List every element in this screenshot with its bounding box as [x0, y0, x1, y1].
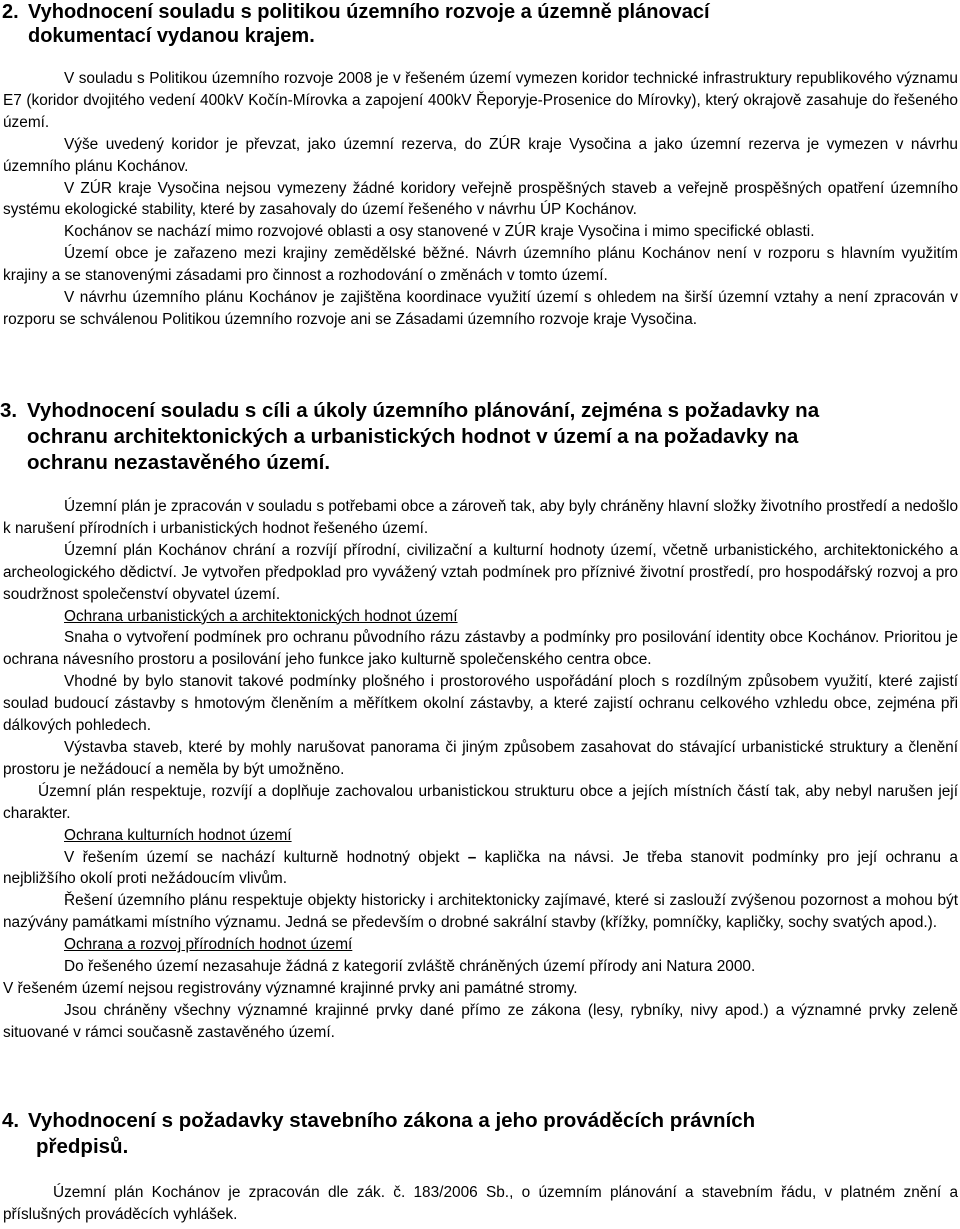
subheading-natural-values: Ochrana a rozvoj přírodních hodnot území [64, 936, 353, 954]
paragraph: Územní plán Kochánov chrání a rozvíjí přírodní, civilizační a kulturní hodnoty území, včetně urbanistického, architektonického a archeologického dědictví. Je vytvořen předpoklad pro vyvážený vztah podmínek pro příznivé životní prostředí, pro hospodářský rozvoj a pro soudržnost společenství obyvatel území. [3, 541, 958, 603]
section-number: 4. [2, 1109, 20, 1132]
paragraph: Snaha o vytvoření podmínek pro ochranu původního rázu zástavby a podmínky pro posilování identity obce Kochánov. Prioritou je ochrana návesního prostoru a posilování jeho funkce jako kulturně společenského centra obce. [3, 629, 958, 669]
section-3-heading [0, 398, 955, 476]
paragraph: Výše uvedený koridor je převzat, jako územní rezerva, do ZÚR kraje Vysočina a jako územní rezerva je vymezen v návrhu územního plánu Kochánov. [3, 135, 958, 175]
dash: – [467, 848, 477, 866]
paragraph: Do řešeného území nezasahuje žádná z kategorií zvláště chráněných území přírody ani Natura 2000. [64, 958, 756, 976]
subheading-urban-values: Ochrana urbanistických a architektonických hodnot území [64, 607, 458, 625]
text-run: kaplička na návsi. Je třeba stanovit podmínky pro její ochranu a nejbližšího okolí proti nežádoucím vlivům. [3, 848, 958, 888]
paragraph: Řešení územního plánu respektuje objekty historicky i architektonicky zajímavé, které si zaslouží zvýšenou pozornost a mohou být nazývány památkami místního významu. Jedná se především o drobné sakrální stavby (křížky, pomníčky, kapličky, sochy svatých apod.). [3, 892, 958, 932]
section-number: 2. [2, 1, 19, 23]
paragraph: V ZÚR kraje Vysočina nejsou vymezeny žádné koridory veřejně prospěšných staveb a veřejně prospěšných opatření územního systému ekologické stability, které by zasahovaly do území řešeného v návrhu ÚP Kochánov. [3, 179, 958, 219]
paragraph: Vhodné by bylo stanovit takové podmínky plošného i prostorového uspořádání ploch s rozdílným způsobem využití, které zajistí soulad budoucí zástavby s hmotovým členěním a měřítkem okolní zástavby, a které zajistí ochranu celkového vzhledu obce, zejména při dálkových pohledech. [3, 673, 958, 735]
heading-line: dokumentací vydanou krajem. [28, 25, 315, 47]
heading-line: předpisů. [36, 1135, 129, 1158]
paragraph: Kochánov se nachází mimo rozvojové oblasti a osy stanovené v ZÚR kraje Vysočina i mimo specifické oblasti. [64, 223, 815, 241]
text-run: V řešením území se nachází kulturně hodnotný objekt [64, 848, 460, 866]
section-4-body [3, 1182, 958, 1226]
section-4-heading [2, 1108, 952, 1160]
paragraph: Výstavba staveb, které by mohly narušovat panorama či jiným způsobem zasahovat do stávající urbanistické struktury a členění prostoru je nežádoucí a neměla by být umožněno. [3, 738, 958, 778]
heading-line: ochranu architektonických a urbanistických hodnot v území a na požadavky na [27, 425, 799, 448]
paragraph: V souladu s Politikou územního rozvoje 2008 je v řešeném území vymezen koridor technické infrastruktury republikového významu E7 (koridor dvojitého vedení 400kV Kočín-Mírovka a zapojení 400kV Řeporyje-Prosenice do Mírovky), který okrajově zasahuje do řešeného území. [3, 70, 958, 131]
heading-line: Vyhodnocení s požadavky stavebního zákona a jeho prováděcích právních [28, 1109, 756, 1132]
paragraph: Územní plán respektuje, rozvíjí a doplňuje zachovalou urbanistickou strukturu obce a jejích místních částí tak, aby nebyl narušen její charakter. [3, 782, 958, 822]
heading-line: Vyhodnocení souladu s politikou územního rozvoje a územně plánovací [28, 1, 710, 23]
paragraph: V návrhu územního plánu Kochánov je zajištěna koordinace využití území s ohledem na širší územní vztahy a není zpracován v rozporu se schválenou Politikou územního rozvoje ani se Zásadami územního rozvoje kraje Vysočina. [3, 289, 958, 328]
section-2-heading [2, 0, 952, 48]
heading-line: Vyhodnocení souladu s cíli a úkoly územního plánování, zejména s požadavky na [27, 399, 820, 422]
paragraph: Jsou chráněny všechny významné krajinné prvky dané přímo ze zákona (lesy, rybníky, nivy apod.) a významné prvky zeleně situované v rámci současně zastavěného území. [3, 1001, 958, 1041]
section-3-body [3, 496, 958, 1044]
section-2-body [3, 68, 958, 331]
subheading-cultural-values: Ochrana kulturních hodnot území [64, 826, 292, 844]
heading-line: ochranu nezastavěného území. [27, 451, 331, 474]
paragraph: Území obce je zařazeno mezi krajiny zemědělské běžné. Návrh územního plánu Kochánov není v rozporu s hlavním využitím krajiny a se stanovenými zásadami pro činnost a rozhodování o změnách v tomto území. [3, 245, 958, 285]
section-number: 3. [0, 399, 18, 422]
paragraph: Územní plán Kochánov je zpracován dle zák. č. 183/2006 Sb., o územním plánování a stavebním řádu, v platném znění a příslušných prováděcích vyhlášek. [3, 1184, 958, 1223]
paragraph: Územní plán je zpracován v souladu s potřebami obce a zároveň tak, aby byly chráněny hlavní složky životního prostředí a nedošlo k narušení přírodních i urbanistických hodnot řešeného území. [3, 498, 959, 537]
paragraph: V řešeném území nejsou registrovány významné krajinné prvky ani památné stromy. [3, 979, 578, 997]
paragraph [3, 847, 958, 891]
